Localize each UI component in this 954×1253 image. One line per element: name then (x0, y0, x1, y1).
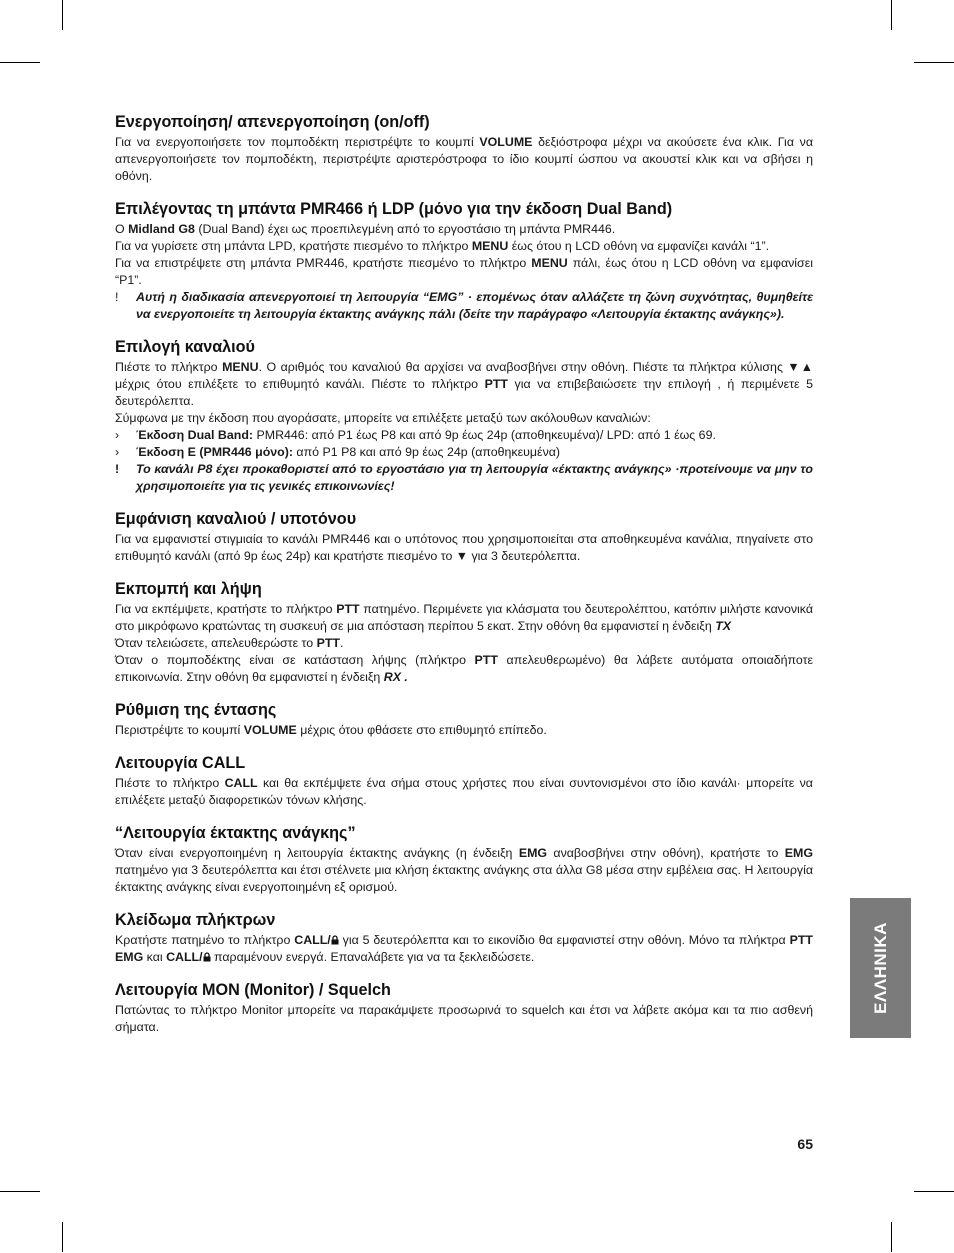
paragraph: Σύμφωνα με την έκδοση που αγοράσατε, μπορείτε να επιλέξετε μεταξύ των ακόλουθων καναλιών: (115, 411, 651, 425)
section-tx-rx (115, 579, 813, 686)
section-title: Ρύθμιση της έντασης (115, 701, 277, 719)
paragraph: Όταν τελειώσετε, απελευθερώστε το PTT. (115, 636, 344, 650)
warning-note: ! Αυτή η διαδικασία απενεργοποιεί τη λειτουργία “EMG” · επομένως όταν αλλάζετε τη ζώνη συχνότητας, θυμηθείτε να ενεργοποιείτε τη λειτουργία έκτακτης ανάγκης πάλι (δείτε την παράγραφο «Λειτουργία έκτακτης ανάγκης»). (115, 290, 813, 321)
section-volume (115, 700, 813, 739)
section-band (115, 199, 813, 323)
lock-icon (203, 952, 211, 962)
paragraph: Πιέστε το πλήκτρο MENU. Ο αριθμός του καναλιού θα αρχίσει να αναβοσβήνει στην οθόνη. Πιέστε τα πλήκτρα κύλισης ▼▲ μέχρις ότου επιλέξετε το επιθυμητό κανάλι. Πιέστε το πλήκτρο PTT για να επιβεβαιώσετε την επιλογή , ή περιμένετε 5 δευτερόλεπτα. (115, 360, 813, 408)
list-item: › Έκδοση Dual Band: PMR446: από P1 έως P8 και από 9p έως 24p (αποθηκευμένα)/ LPD: από 1 έως 69. (115, 428, 716, 442)
lock-icon (331, 935, 339, 945)
crop-mark (891, 0, 892, 30)
section-title: Λειτουργία CALL (115, 754, 246, 772)
paragraph: Όταν ο πομποδέκτης είναι σε κατάσταση λήψης (πλήκτρο PTT απελευθερωμένο) θα λάβετε αυτόματα οποιαδήποτε επικοινωνία. Στην οθόνη θα εμφανιστεί η ένδειξη RX . (115, 653, 813, 684)
section-power (115, 112, 813, 185)
paragraph: Κρατήστε πατημένο το πλήκτρο CALL/ για 5 δευτερόλεπτα και το εικονίδιο θα εμφανιστεί στην οθόνη. Μόνο τα πλήκτρα PTT EMG και CALL/ παραμένουν ενεργά. Επαναλάβετε για να τα ξεκλειδώσετε. (115, 933, 813, 964)
crop-mark (914, 62, 954, 63)
crop-mark (914, 1191, 954, 1192)
chevron-right-icon: › (115, 445, 120, 459)
language-label: ΕΛΛΗΝΙΚΑ (870, 922, 890, 1014)
paragraph: Για να εμφανιστεί στιγμιαία το κανάλι PMR446 και ο υπότονος που χρησιμοποιείται στα αποθηκευμένα κανάλια, πηγαίνετε στο επιθυμητό κανάλι (από 9p έως 24p) και κρατήστε πιεσμένο το ▼ για 3 δευτερόλεπτα. (115, 532, 813, 563)
document-body (115, 112, 813, 1050)
crop-mark (891, 1222, 892, 1252)
crop-mark (62, 1222, 63, 1252)
paragraph: Περιστρέψτε το κουμπί VOLUME μέχρις ότου φθάσετε στο επιθυμητό επίπεδο. (115, 723, 547, 737)
section-keylock (115, 910, 813, 966)
exclamation-icon: ! (115, 462, 120, 476)
section-title: Ενεργοποίηση/ απενεργοποίηση (on/off) (115, 113, 430, 131)
crop-mark (0, 1191, 40, 1192)
paragraph: Πατώντας το πλήκτρο Monitor μπορείτε να παρακάμψετε προσωρινά το squelch και έτσι να λάβετε ακόμα και τα πιο ασθενή σήματα. (115, 1003, 813, 1034)
paragraph: Για να ενεργοποιήσετε τον πομποδέκτη περιστρέψτε το κουμπί VOLUME δεξιόστροφα μέχρι να ακούσετε ένα κλικ. Για να απενεργοποιήσετε τον πομποδέκτη, περιστρέψτε αριστερόστροφα το ίδιο κουμπί ώσπου να ακουστεί κλικ και να σβήσει η οθόνη. (115, 135, 813, 183)
section-title: Λειτουργία MON (Monitor) / Squelch (115, 981, 391, 999)
section-title: Επιλογή καναλιού (115, 338, 255, 356)
page-number: 65 (797, 1136, 813, 1152)
paragraph: Για να επιστρέψετε στη μπάντα PMR446, κρατήστε πιεσμένο το πλήκτρο MENU πάλι, έως ότου η LCD οθόνη να εμφανίσει “P1”. (115, 256, 813, 287)
paragraph: Για να γυρίσετε στη μπάντα LPD, κρατήστε πιεσμένο το πλήκτρο MENU έως ότου η LCD οθόνη να εμφανίζει κανάλι “1”. (115, 239, 770, 253)
chevron-right-icon: › (115, 428, 120, 442)
section-subtone (115, 509, 813, 565)
section-emergency (115, 823, 813, 896)
section-call (115, 753, 813, 809)
section-channel-select (115, 337, 813, 495)
section-title: Εκπομπή και λήψη (115, 580, 262, 598)
paragraph: Για να εκπέμψετε, κρατήστε το πλήκτρο PTT πατημένο. Περιμένετε για κλάσματα του δευτερολέπτου, κατόπιν μιλήστε κανονικά στο μικρόφωνο κρατώντας τη συσκευή σε μια απόσταση περίπου 5 εκατ. Στην οθόνη θα εμφανιστεί η ένδειξη TX (115, 602, 813, 633)
crop-mark (0, 62, 40, 63)
section-title: Επιλέγοντας τη μπάντα PMR466 ή LDP (μόνο για την έκδοση Dual Band) (115, 200, 673, 218)
section-title: “Λειτουργία έκτακτης ανάγκης” (115, 824, 356, 842)
crop-mark (62, 0, 63, 30)
warning-note: ! Το κανάλι P8 έχει προκαθοριστεί από το εργοστάσιο για τη λειτουργία «έκτακτης ανάγκης» ·προτείνουμε να μην το χρησιμοποιείτε για τις γενικές επικοινωνίες! (115, 462, 813, 493)
section-title: Εμφάνιση καναλιού / υποτόνου (115, 510, 357, 528)
section-title: Κλείδωμα πλήκτρων (115, 911, 276, 929)
section-monitor (115, 980, 813, 1036)
paragraph: Πιέστε το πλήκτρο CALL και θα εκπέμψετε ένα σήμα στους χρήστες που είναι συντονισμένοι στο ίδιο κανάλι· μπορείτε να επιλέξετε μεταξύ διαφορετικών τόνων κλήσης. (115, 776, 813, 807)
paragraph: Ο Midland G8 (Dual Band) έχει ως προεπιλεγμένη από το εργοστάσιο τη μπάντα PMR446. (115, 222, 616, 236)
exclamation-icon: ! (115, 290, 119, 304)
list-item: › Έκδοση E (PMR446 μόνο): από P1 P8 και από 9p έως 24p (αποθηκευμένα) (115, 445, 561, 459)
paragraph: Όταν είναι ενεργοποιημένη η λειτουργία έκτακτης ανάγκης (η ένδειξη EMG αναβοσβήνει στην οθόνη), κρατήστε το EMG πατημένο για 3 δευτερόλεπτα και έτσι στέλνετε μια κλήση έκτακτης ανάγκης στα άλλα G8 μέσα στην εμβέλεια σας. Η λειτουργία έκτακτης ανάγκης είναι ενεργοποιημένη εξ ορισμού. (115, 846, 813, 894)
language-tab (850, 898, 911, 1038)
